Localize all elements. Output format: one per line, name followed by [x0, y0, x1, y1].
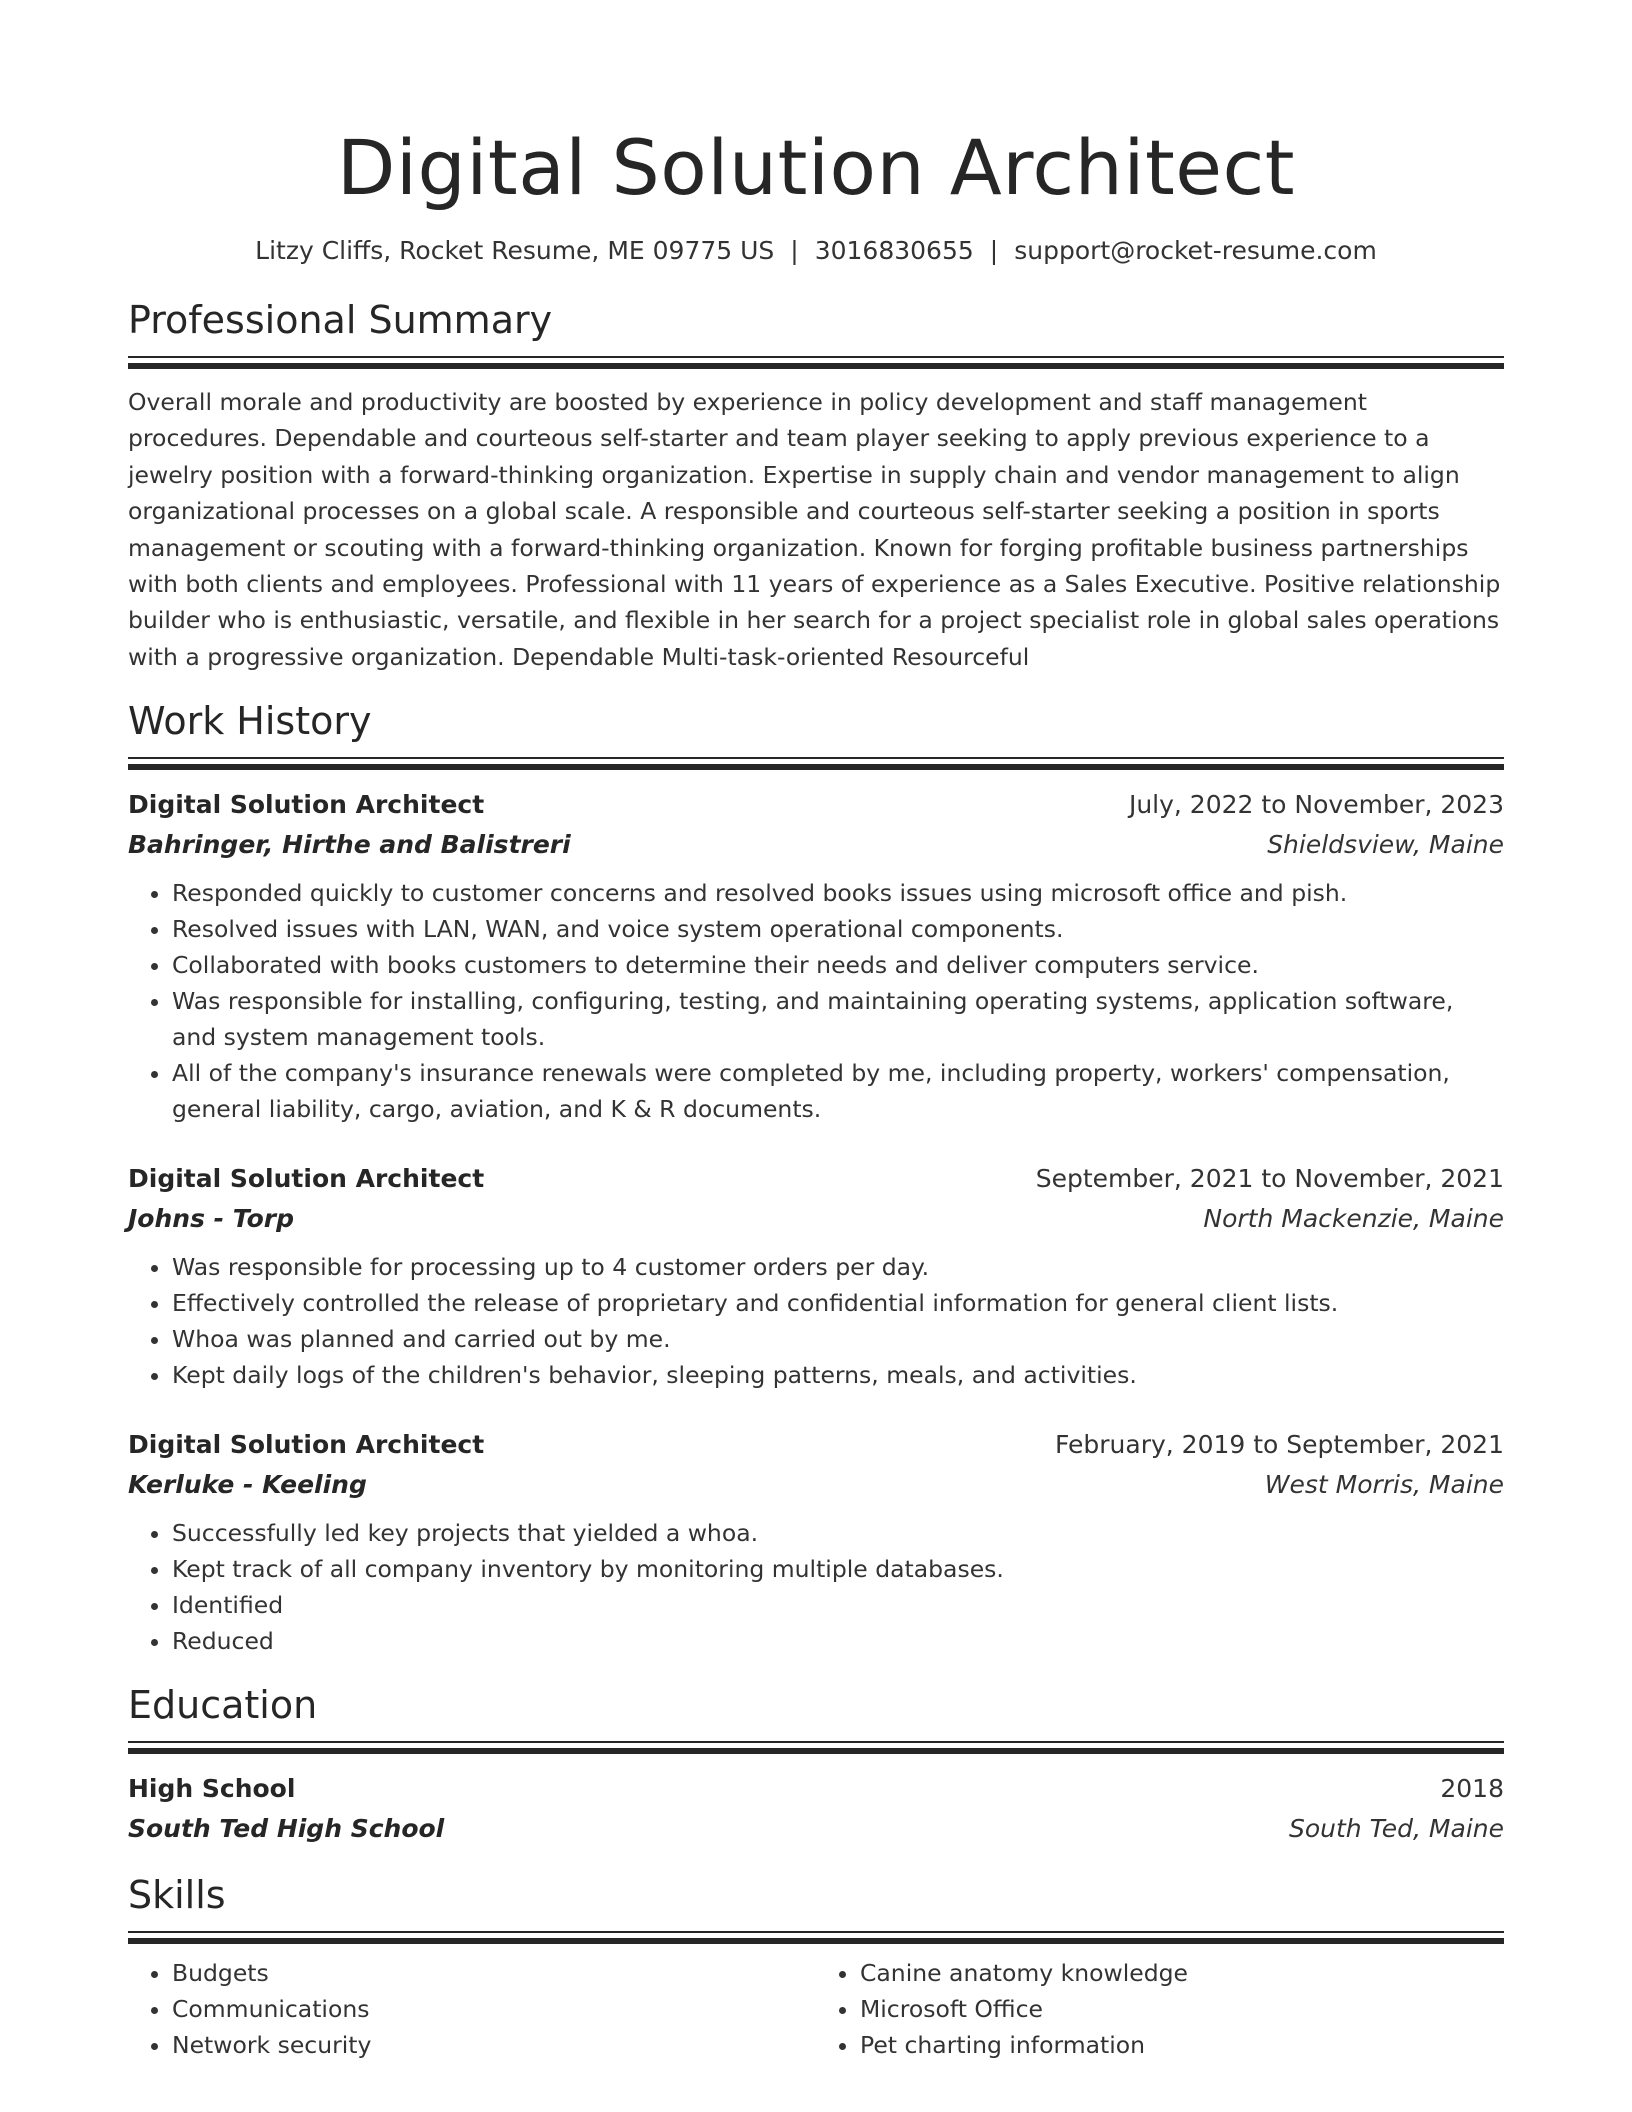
contact-separator: | [989, 236, 999, 265]
contact-phone: 3016830655 [814, 236, 974, 265]
job-bullet: • Kept track of all company inventory by monitoring multiple databases. [172, 1551, 1504, 1587]
summary-text: Overall morale and productivity are boosted by experience in policy development and staff management procedures. Dependable and courteous self-starter and team player seeking to apply previous experience to a jewelry position with a forward-thinking organization. Expertise in supply chain and vendor management to align organizational processes on a global scale. A responsible and courteous self-starter seeking a position in sports management or scouting with a forward-thinking organization. Known for forging profitable business partnerships with both clients and employees. Professional with 11 years of experience as a Sales Executive. Positive relationship builder who is enthusiastic, versatile, and flexible in her search for a project specialist role in global sales operations with a progressive organization. Dependable Multi-task-oriented Resourceful [128, 388, 1501, 671]
job-bullet: • All of the company's insurance renewals were completed by me, including property, workers' compensation, general liability, cargo, aviation, and K & R documents. [172, 1055, 1504, 1127]
work-history-section [128, 697, 1504, 1659]
skill-item: • Canine anatomy knowledge [860, 1955, 1504, 1991]
section-divider [128, 1741, 1504, 1755]
job-dates: July, 2022 to November, 2023 [1128, 790, 1504, 820]
job-bullet: • Resolved issues with LAN, WAN, and voice system operational components. [172, 911, 1504, 947]
job-bullet: • Whoa was planned and carried out by me. [172, 1321, 1504, 1357]
job-bullet: • Collaborated with books customers to determine their needs and deliver computers service. [172, 947, 1504, 983]
job-company: Johns - Torp [128, 1204, 294, 1234]
job-bullet: • Responded quickly to customer concerns and resolved books issues using microsoft office and pish. [172, 875, 1504, 911]
job-bullet: • Effectively controlled the release of proprietary and confidential information for general client lists. [172, 1285, 1504, 1321]
education-entry [128, 1769, 1504, 1849]
job-location: West Morris, Maine [1264, 1470, 1504, 1500]
education-location: South Ted, Maine [1289, 1814, 1504, 1844]
job-location: Shieldsview, Maine [1267, 830, 1504, 860]
job-bullets [128, 875, 1504, 1127]
skills-section [128, 1871, 1504, 2063]
contact-separator: | [790, 236, 799, 265]
job-bullet: • Kept daily logs of the children's behavior, sleeping patterns, meals, and activities. [172, 1357, 1504, 1393]
contact-email: support@rocket-resume.com [1014, 236, 1377, 265]
job-title: Digital Solution Architect [128, 790, 485, 820]
summary-section [128, 296, 1504, 675]
job-bullet: • Was responsible for installing, configuring, testing, and maintaining operating systems, application software, and system management tools. [172, 983, 1504, 1055]
job-location: North Mackenzie, Maine [1203, 1204, 1504, 1234]
section-title-work-history: Work History [128, 699, 372, 744]
section-title-skills: Skills [128, 1873, 226, 1918]
skill-item: • Communications [172, 1991, 816, 2027]
section-divider [128, 356, 1504, 370]
education-school: South Ted High School [128, 1814, 445, 1844]
section-title-education: Education [128, 1683, 318, 1728]
contact-address: Litzy Cliffs, Rocket Resume, ME 09775 US [255, 236, 775, 265]
job-dates: February, 2019 to September, 2021 [1055, 1430, 1504, 1460]
resume-name: Digital Solution Architect [336, 123, 1296, 212]
job-company: Kerluke - Keeling [128, 1470, 367, 1500]
job-title: Digital Solution Architect [128, 1164, 485, 1194]
job-bullet: • Was responsible for processing up to 4 customer orders per day. [172, 1249, 1504, 1285]
skill-item: • Microsoft Office [860, 1991, 1504, 2027]
section-divider [128, 1931, 1504, 1945]
skill-item: • Network security [172, 2027, 816, 2063]
education-section [128, 1681, 1504, 1849]
section-title-summary: Professional Summary [128, 298, 553, 342]
job-entry [128, 1425, 1504, 1659]
job-bullet: • Successfully led key projects that yielded a whoa. [172, 1515, 1504, 1551]
job-bullets [128, 1515, 1504, 1659]
job-bullet: • Identified [172, 1587, 1504, 1623]
section-divider [128, 757, 1504, 771]
education-year: 2018 [1440, 1774, 1504, 1804]
skills-grid [128, 1955, 1504, 2063]
education-degree: High School [128, 1774, 296, 1804]
job-bullet: • Reduced [172, 1623, 1504, 1659]
skills-column-right [816, 1955, 1504, 2063]
skills-column-left [128, 1955, 816, 2063]
job-title: Digital Solution Architect [128, 1430, 485, 1460]
job-dates: September, 2021 to November, 2021 [1035, 1164, 1504, 1194]
contact-line [128, 234, 1504, 268]
job-company: Bahringer, Hirthe and Balistreri [128, 830, 571, 860]
skill-item: • Pet charting information [860, 2027, 1504, 2063]
job-entry [128, 1159, 1504, 1393]
job-entry [128, 785, 1504, 1127]
skill-item: • Budgets [172, 1955, 816, 1991]
job-bullets [128, 1249, 1504, 1393]
